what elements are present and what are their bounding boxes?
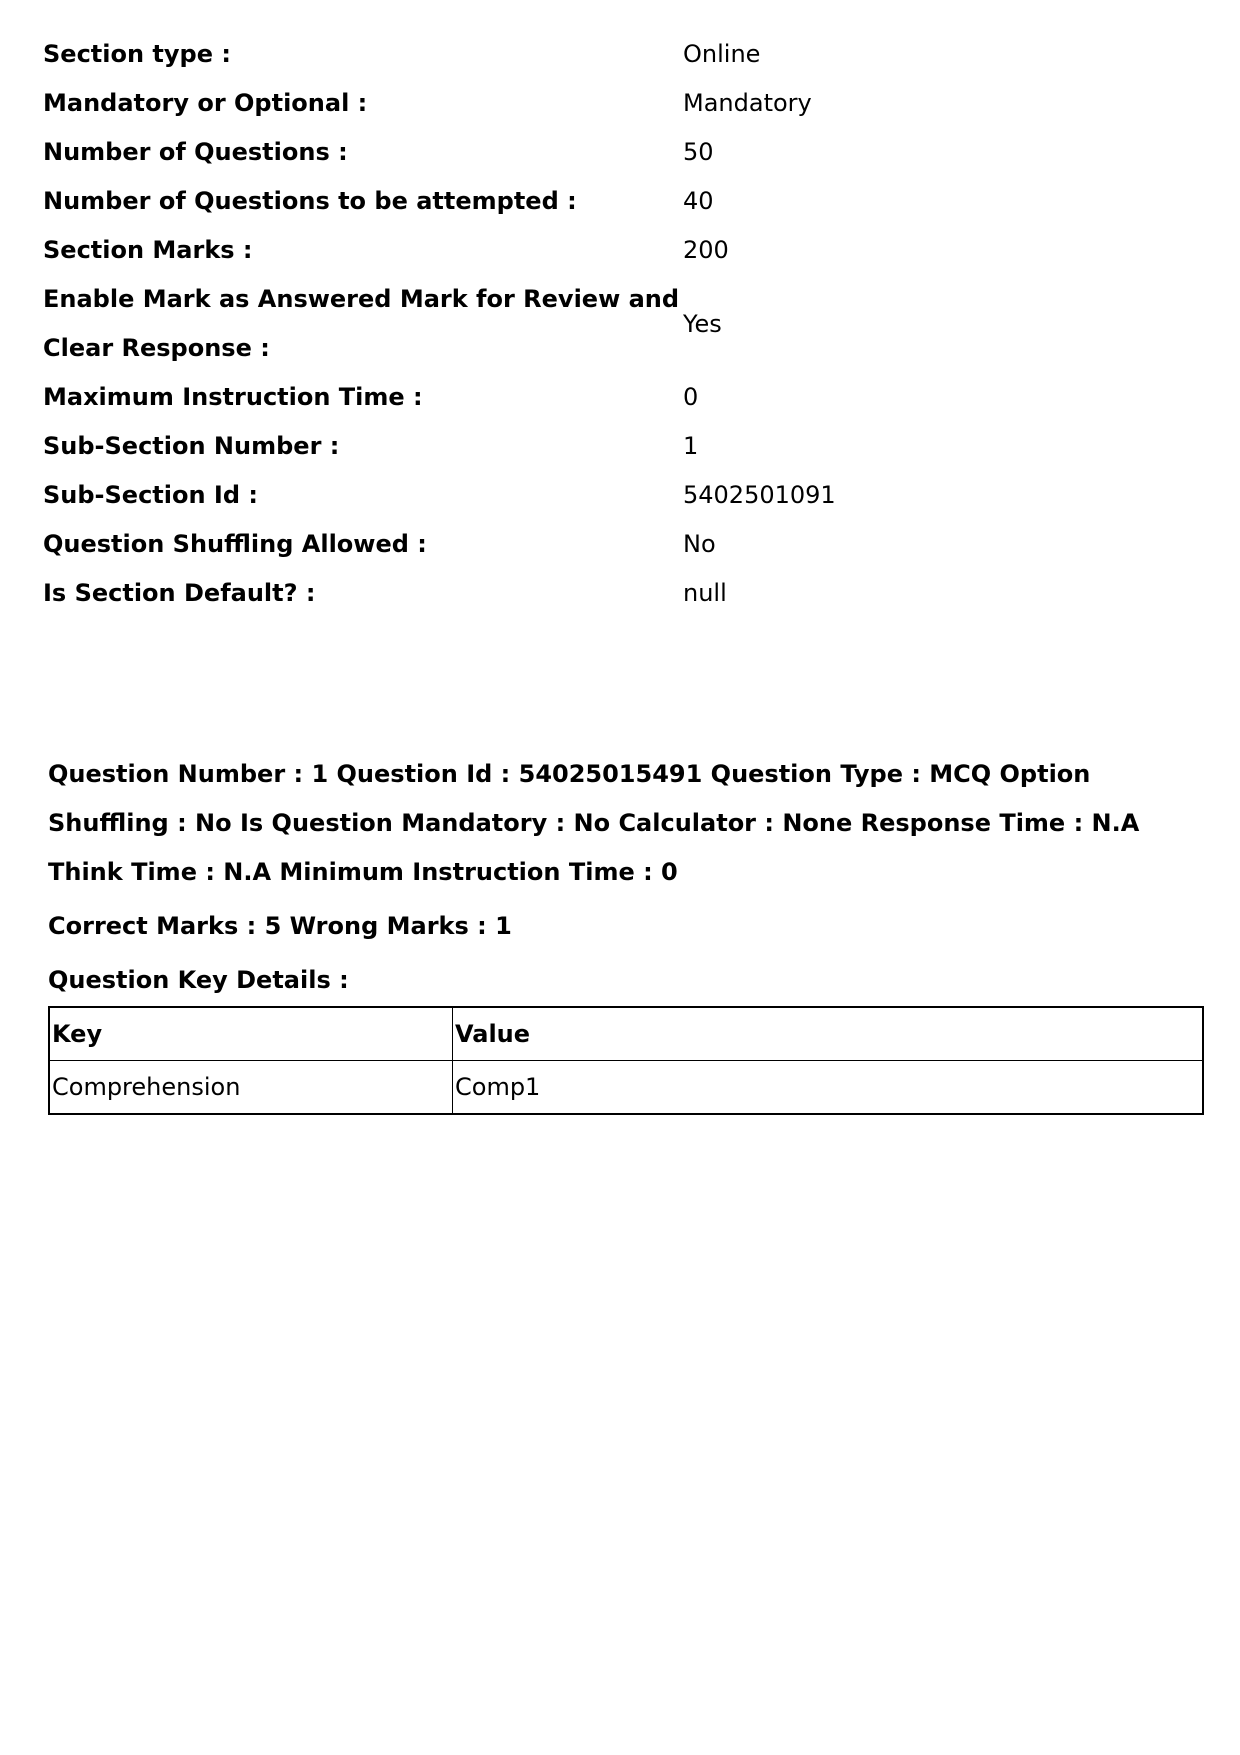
detail-row: [43, 471, 1203, 520]
detail-value: 40: [683, 187, 714, 215]
table-cell-key: Comprehension: [49, 1061, 453, 1115]
section-details-table: [43, 30, 1203, 618]
detail-label: Number of Questions to be attempted :: [43, 187, 577, 215]
detail-row: [43, 226, 1203, 275]
question-block: [48, 750, 1208, 1005]
detail-row: [43, 275, 1203, 373]
detail-row: [43, 79, 1203, 128]
detail-row: [43, 30, 1203, 79]
column-header-value: Value: [453, 1007, 1204, 1061]
detail-value: Online: [683, 40, 761, 68]
detail-value: 0: [683, 383, 699, 411]
detail-value: 50: [683, 138, 714, 166]
detail-row: [43, 128, 1203, 177]
detail-value: 5402501091: [683, 481, 836, 509]
detail-label: Sub-Section Number :: [43, 432, 340, 460]
detail-label: Is Section Default? :: [43, 579, 316, 607]
question-header: Question Number : 1 Question Id : 54025015491 Question Type : MCQ Option Shuffling : No Is Question Mandatory : No Calculator : None Response Time : N.A Think Time : N.A Minimum Instruction Time : 0: [48, 760, 1140, 886]
question-key-table: [48, 1006, 1204, 1115]
detail-label: Question Shuffling Allowed :: [43, 530, 427, 558]
detail-label: Number of Questions :: [43, 138, 348, 166]
detail-label: Section Marks :: [43, 236, 253, 264]
detail-value: Yes: [683, 309, 722, 338]
detail-row: [43, 177, 1203, 226]
detail-row: [43, 373, 1203, 422]
question-marks: Correct Marks : 5 Wrong Marks : 1: [48, 912, 512, 940]
question-key-details-title: Question Key Details :: [48, 966, 349, 994]
detail-row: [43, 569, 1203, 618]
table-row: [49, 1061, 1203, 1115]
detail-label: Maximum Instruction Time :: [43, 383, 423, 411]
table-cell-value: Comp1: [453, 1061, 1204, 1115]
detail-row: [43, 520, 1203, 569]
table-header-row: [49, 1007, 1203, 1061]
detail-value: 200: [683, 236, 729, 264]
detail-value: No: [683, 530, 716, 558]
detail-row: [43, 422, 1203, 471]
detail-label: Sub-Section Id :: [43, 481, 258, 509]
detail-label: Section type :: [43, 40, 231, 68]
detail-value: null: [683, 579, 727, 607]
column-header-key: Key: [49, 1007, 453, 1061]
detail-label: Enable Mark as Answered Mark for Review and Clear Response :: [43, 285, 680, 362]
detail-value: Mandatory: [683, 89, 812, 117]
detail-value: 1: [683, 432, 699, 460]
detail-label: Mandatory or Optional :: [43, 89, 368, 117]
